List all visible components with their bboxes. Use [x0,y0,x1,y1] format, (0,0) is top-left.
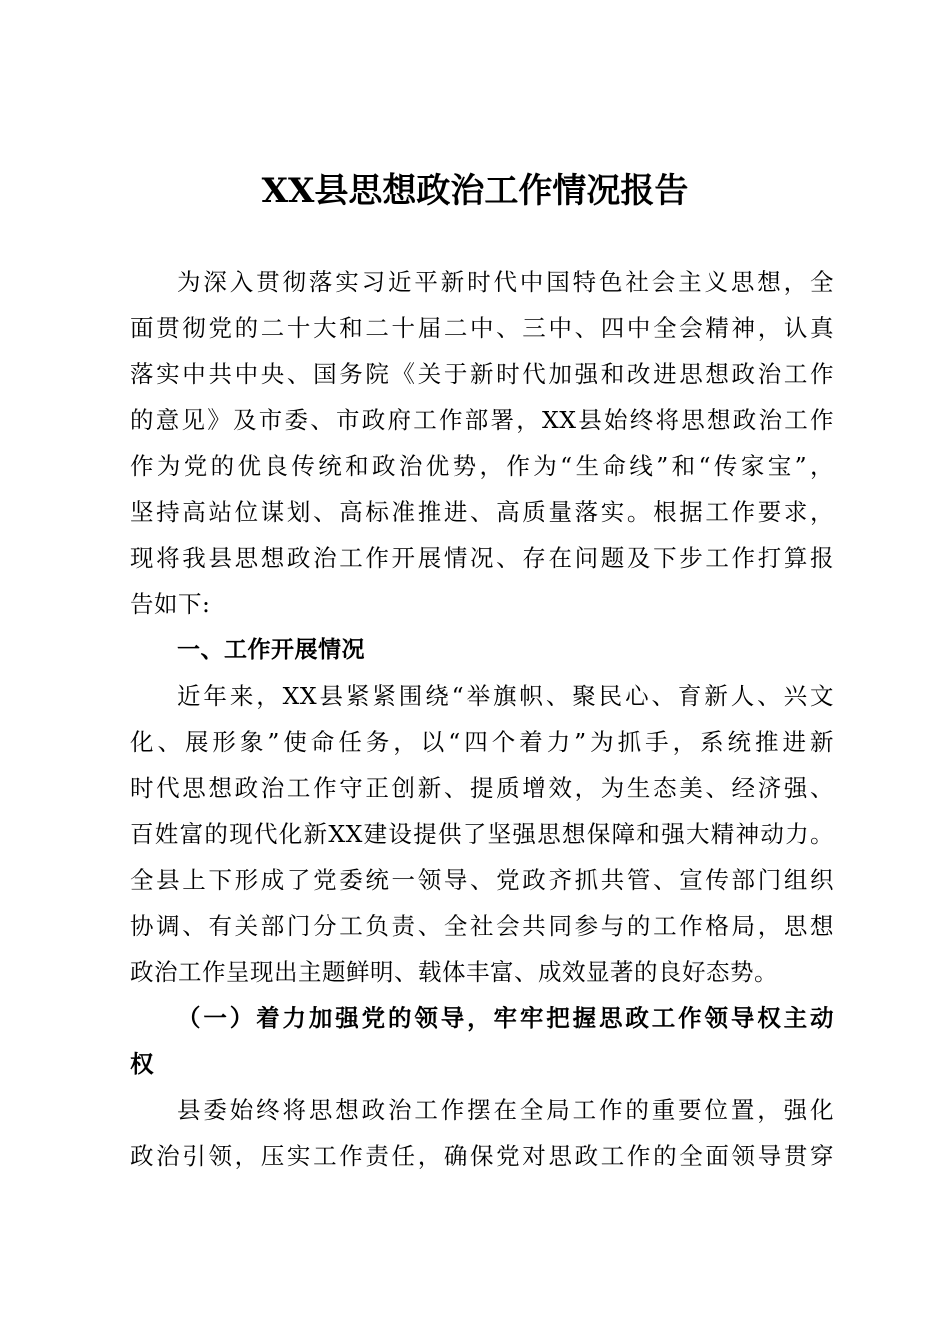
paragraph-line: 面贯彻党的二十大和二十届二中、三中、四中全会精神，认真 [130,314,834,342]
paragraph-line: 协调、有关部门分工负责、全社会共同参与的工作格局，思想 [130,912,834,940]
paragraph-line: 的意见》及市委、市政府工作部署，XX县始终将思想政治工作 [130,406,834,434]
document-title: XX县思想政治工作情况报告 [261,171,689,211]
paragraph-line: 现将我县思想政治工作开展情况、存在问题及下步工作打算报 [130,544,834,572]
paragraph-line: 作为党的优良传统和政治优势，作为“生命线”和“传家宝”， [130,452,834,480]
section-heading-1: 一、工作开展情况 [177,637,365,663]
subsection-heading-1-cont: 权 [130,1050,154,1078]
paragraph-line: 坚持高站位谋划、高标准推进、高质量落实。根据工作要求， [130,498,834,526]
paragraph-line: 县委始终将思想政治工作摆在全局工作的重要位置，强化 [177,1096,834,1124]
subsection-heading-1: （一）着力加强党的领导，牢牢把握思政工作领导权主动 [177,1004,834,1032]
paragraph-line: 告如下: [130,590,211,618]
paragraph-line: 政治引领，压实工作责任，确保党对思政工作的全面领导贯穿 [130,1142,834,1170]
paragraph-line: 化、展形象”使命任务，以“四个着力”为抓手，系统推进新 [130,728,834,756]
paragraph-line: 时代思想政治工作守正创新、提质增效，为生态美、经济强、 [130,774,834,802]
paragraph-line: 全县上下形成了党委统一领导、党政齐抓共管、宣传部门组织 [130,866,834,894]
paragraph-line: 为深入贯彻落实习近平新时代中国特色社会主义思想，全 [177,268,834,296]
paragraph-line: 百姓富的现代化新XX建设提供了坚强思想保障和强大精神动力。 [130,820,834,848]
paragraph-line: 政治工作呈现出主题鲜明、载体丰富、成效显著的良好态势。 [130,958,778,986]
intro-paragraph [130,259,834,1179]
paragraph-line: 近年来，XX县紧紧围绕“举旗帜、聚民心、育新人、兴文 [177,682,834,710]
paragraph-line: 落实中共中央、国务院《关于新时代加强和改进思想政治工作 [130,360,834,388]
